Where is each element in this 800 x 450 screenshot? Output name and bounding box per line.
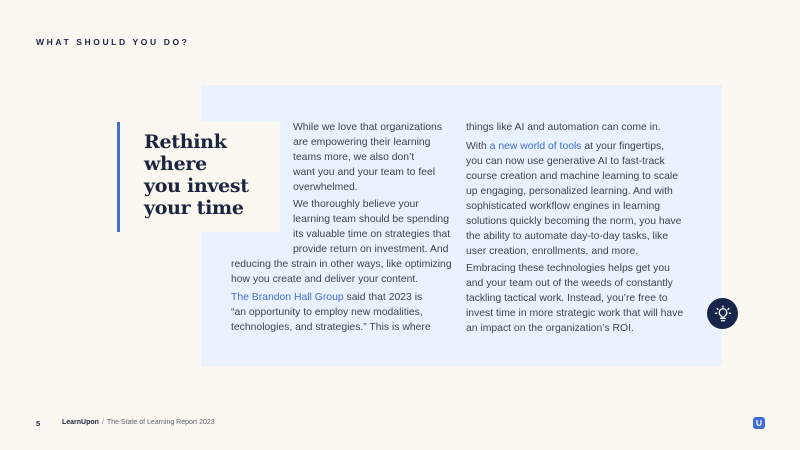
- new-world-of-tools-link[interactable]: a new world of tools: [489, 141, 582, 152]
- text-line: learning team should be spending: [293, 214, 449, 225]
- text-line: reducing the strain in other ways, like optimizing: [231, 259, 452, 270]
- learnupon-logo-icon: [753, 417, 765, 429]
- text-line: and your team out of the weeds of constantly: [466, 278, 673, 289]
- text-line: course creation and machine learning to scale: [466, 171, 678, 182]
- text-line: the ability to automate day-to-day tasks, like: [466, 231, 669, 242]
- col1-paragraph-2: [293, 197, 450, 257]
- text-fragment: said that 2023 is: [343, 292, 423, 303]
- text-line: an impact on the organization’s ROI.: [466, 323, 634, 334]
- brand-name: LearnUpon: [62, 419, 99, 426]
- text-line: how you create and deliver your content.: [231, 274, 419, 285]
- report-title: The State of Learning Report 2023: [106, 419, 215, 426]
- lightbulb-icon: [707, 298, 738, 329]
- text-fragment: at your fingertips,: [581, 141, 665, 152]
- text-line: Embracing these technologies helps get you: [466, 263, 670, 274]
- text-line: solutions quickly becoming the norm, you have: [466, 216, 682, 227]
- text-line: up engaging, personalized learning. And with: [466, 186, 673, 197]
- col2-paragraph-3: [466, 261, 683, 336]
- text-line: you can now use generative AI to fast-track: [466, 156, 665, 167]
- text-line: its valuable time on strategies that: [293, 229, 451, 240]
- text-line: tackling tactical work. Instead, you’re free to: [466, 293, 668, 304]
- col1-paragraph-1: [293, 120, 442, 195]
- headline: Rethink where you invest your time: [144, 131, 249, 219]
- text-line: teams more, we also don’t: [293, 152, 415, 163]
- section-eyebrow: WHAT SHOULD YOU DO?: [36, 37, 190, 47]
- text-line: are empowering their learning: [293, 137, 431, 148]
- footer-separator: /: [101, 419, 104, 426]
- col2-paragraph-2: [466, 139, 681, 259]
- text-line: user creation, enrollments, and more.: [466, 246, 639, 257]
- brandon-hall-link[interactable]: The Brandon Hall Group: [231, 292, 344, 303]
- text-line: [231, 290, 431, 305]
- text-line: want you and your team to feel: [293, 167, 436, 178]
- text-line: technologies, and strategies.” This is where: [231, 322, 431, 333]
- text-line: provide return on investment. And: [293, 244, 449, 255]
- page-number: 5: [36, 419, 41, 428]
- col1-paragraph-2-continued: [231, 257, 452, 287]
- text-line: While we love that organizations: [293, 122, 443, 133]
- text-line: [466, 139, 681, 154]
- text-line: invest time in more strategic work that will have: [466, 308, 684, 319]
- col2-paragraph-1: [466, 120, 661, 135]
- text-line: overwhelmed.: [293, 182, 358, 193]
- headline-callout: [117, 122, 280, 232]
- text-line: We thoroughly believe your: [293, 199, 419, 210]
- text-fragment: With: [466, 141, 490, 152]
- text-line: sophisticated workflow engines in learning: [466, 201, 661, 212]
- text-line: things like AI and automation can come in.: [466, 122, 661, 133]
- col1-paragraph-3: [231, 290, 431, 335]
- footer-brand: [62, 419, 215, 426]
- text-line: “an opportunity to employ new modalities,: [231, 307, 423, 318]
